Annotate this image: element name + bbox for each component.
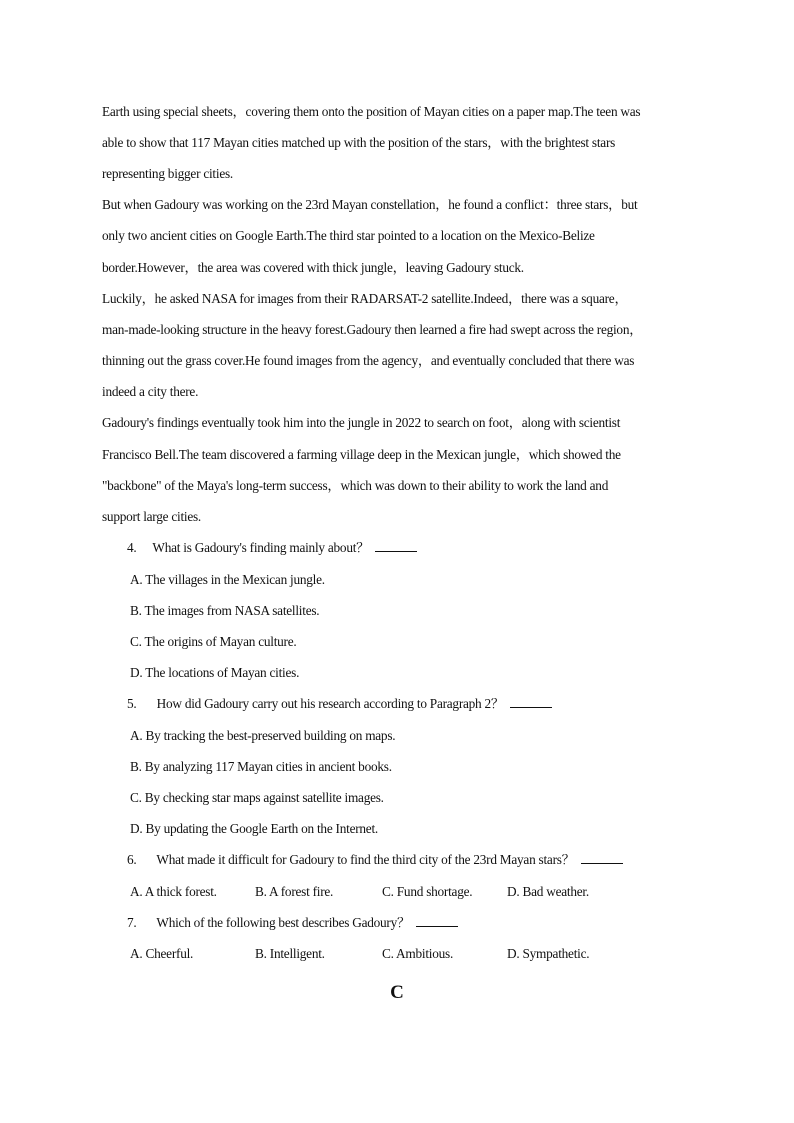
option-text: Bad weather. [522, 884, 589, 899]
option-5b[interactable] [130, 759, 392, 775]
option-5c[interactable] [130, 790, 384, 806]
passage-line: man-made-looking structure in the heavy forest.Gadoury then learned a fire had swept across the region， [102, 322, 643, 337]
passage-line: border.However，the area was covered with thick jungle，leaving Gadoury stuck. [102, 260, 524, 275]
passage-line: support large cities. [102, 509, 202, 524]
passage-line: "backbone" of the Maya's long-term success，which was down to their ability to work the land and [102, 478, 609, 493]
option-text: Intelligent. [269, 946, 325, 961]
option-text: Ambitious. [396, 946, 454, 961]
option-letter: B. [130, 603, 142, 618]
passage-line: But when Gadoury was working on the 23rd Mayan constellation，he found a conflict：three stars，but [102, 197, 638, 212]
option-text: Cheerful. [145, 946, 194, 961]
option-text: A forest fire. [269, 884, 334, 899]
option-text: The images from NASA satellites. [144, 603, 320, 618]
option-text: By updating the Google Earth on the Internet. [145, 821, 378, 836]
option-text: By tracking the best-preserved building on maps. [145, 728, 396, 743]
option-6d[interactable] [507, 884, 589, 900]
option-letter: B. [255, 884, 267, 899]
question-text: What made it difficult for Gadoury to find the third city of the 23rd Mayan stars？ [156, 852, 575, 867]
passage-line: thinning out the grass cover.He found images from the agency，and eventually concluded that there was [102, 353, 635, 368]
question-6 [127, 852, 623, 868]
passage-line: Earth using special sheets，covering them onto the position of Mayan cities on a paper map.The teen was [102, 104, 641, 119]
option-letter: B. [255, 946, 267, 961]
passage-line: representing bigger cities. [102, 166, 233, 181]
option-text: The origins of Mayan culture. [144, 634, 297, 649]
question-text: How did Gadoury carry out his research according to Paragraph 2？ [156, 696, 504, 711]
option-letter: C. [382, 884, 394, 899]
passage-line: Francisco Bell.The team discovered a farming village deep in the Mexican jungle，which showed the [102, 447, 621, 462]
option-4b[interactable] [130, 603, 319, 619]
option-text: Sympathetic. [522, 946, 590, 961]
question-number: 7. [127, 915, 137, 930]
answer-blank[interactable] [581, 852, 623, 864]
question-4 [127, 540, 417, 556]
option-letter: C. [382, 946, 394, 961]
option-letter: C. [130, 790, 142, 805]
passage-line: only two ancient cities on Google Earth.The third star pointed to a location on the Mexico-Belize [102, 228, 595, 243]
option-6c[interactable] [382, 884, 472, 900]
option-4a[interactable] [130, 572, 325, 588]
option-letter: D. [507, 884, 520, 899]
passage-line: Gadoury's findings eventually took him into the jungle in 2022 to search on foot，along with scientist [102, 415, 621, 430]
option-7d[interactable] [507, 946, 589, 962]
option-6b[interactable] [255, 884, 333, 900]
option-letter: A. [130, 728, 143, 743]
option-4c[interactable] [130, 634, 296, 650]
option-letter: B. [130, 759, 142, 774]
option-6a[interactable] [130, 884, 217, 900]
question-5 [127, 696, 552, 712]
passage-line: able to show that 117 Mayan cities matched up with the position of the stars，with the brightest stars [102, 135, 616, 150]
option-text: Fund shortage. [396, 884, 473, 899]
option-5d[interactable] [130, 821, 378, 837]
passage-line: Luckily，he asked NASA for images from their RADARSAT-2 satellite.Indeed，there was a square， [102, 291, 628, 306]
option-text: By checking star maps against satellite images. [144, 790, 384, 805]
option-letter: A. [130, 572, 143, 587]
option-letter: D. [130, 821, 143, 836]
question-7 [127, 915, 458, 931]
option-letter: D. [130, 665, 143, 680]
option-5a[interactable] [130, 728, 395, 744]
option-4d[interactable] [130, 665, 299, 681]
answer-blank[interactable] [375, 540, 417, 552]
answer-blank[interactable] [510, 696, 552, 708]
option-letter: A. [130, 946, 143, 961]
section-heading: C [390, 982, 404, 1003]
option-7c[interactable] [382, 946, 453, 962]
option-text: The villages in the Mexican jungle. [145, 572, 325, 587]
passage-line: indeed a city there. [102, 384, 199, 399]
question-text: What is Gadoury's finding mainly about？ [152, 540, 370, 555]
option-letter: A. [130, 884, 143, 899]
option-text: A thick forest. [144, 884, 217, 899]
option-letter: C. [130, 634, 142, 649]
answer-blank[interactable] [416, 915, 458, 927]
question-number: 6. [127, 852, 137, 867]
option-text: The locations of Mayan cities. [145, 665, 300, 680]
option-text: By analyzing 117 Mayan cities in ancient books. [144, 759, 392, 774]
question-text: Which of the following best describes Gadoury？ [156, 915, 411, 930]
option-7b[interactable] [255, 946, 325, 962]
option-7a[interactable] [130, 946, 193, 962]
question-number: 5. [127, 696, 137, 711]
question-number: 4. [127, 540, 137, 555]
option-letter: D. [507, 946, 520, 961]
